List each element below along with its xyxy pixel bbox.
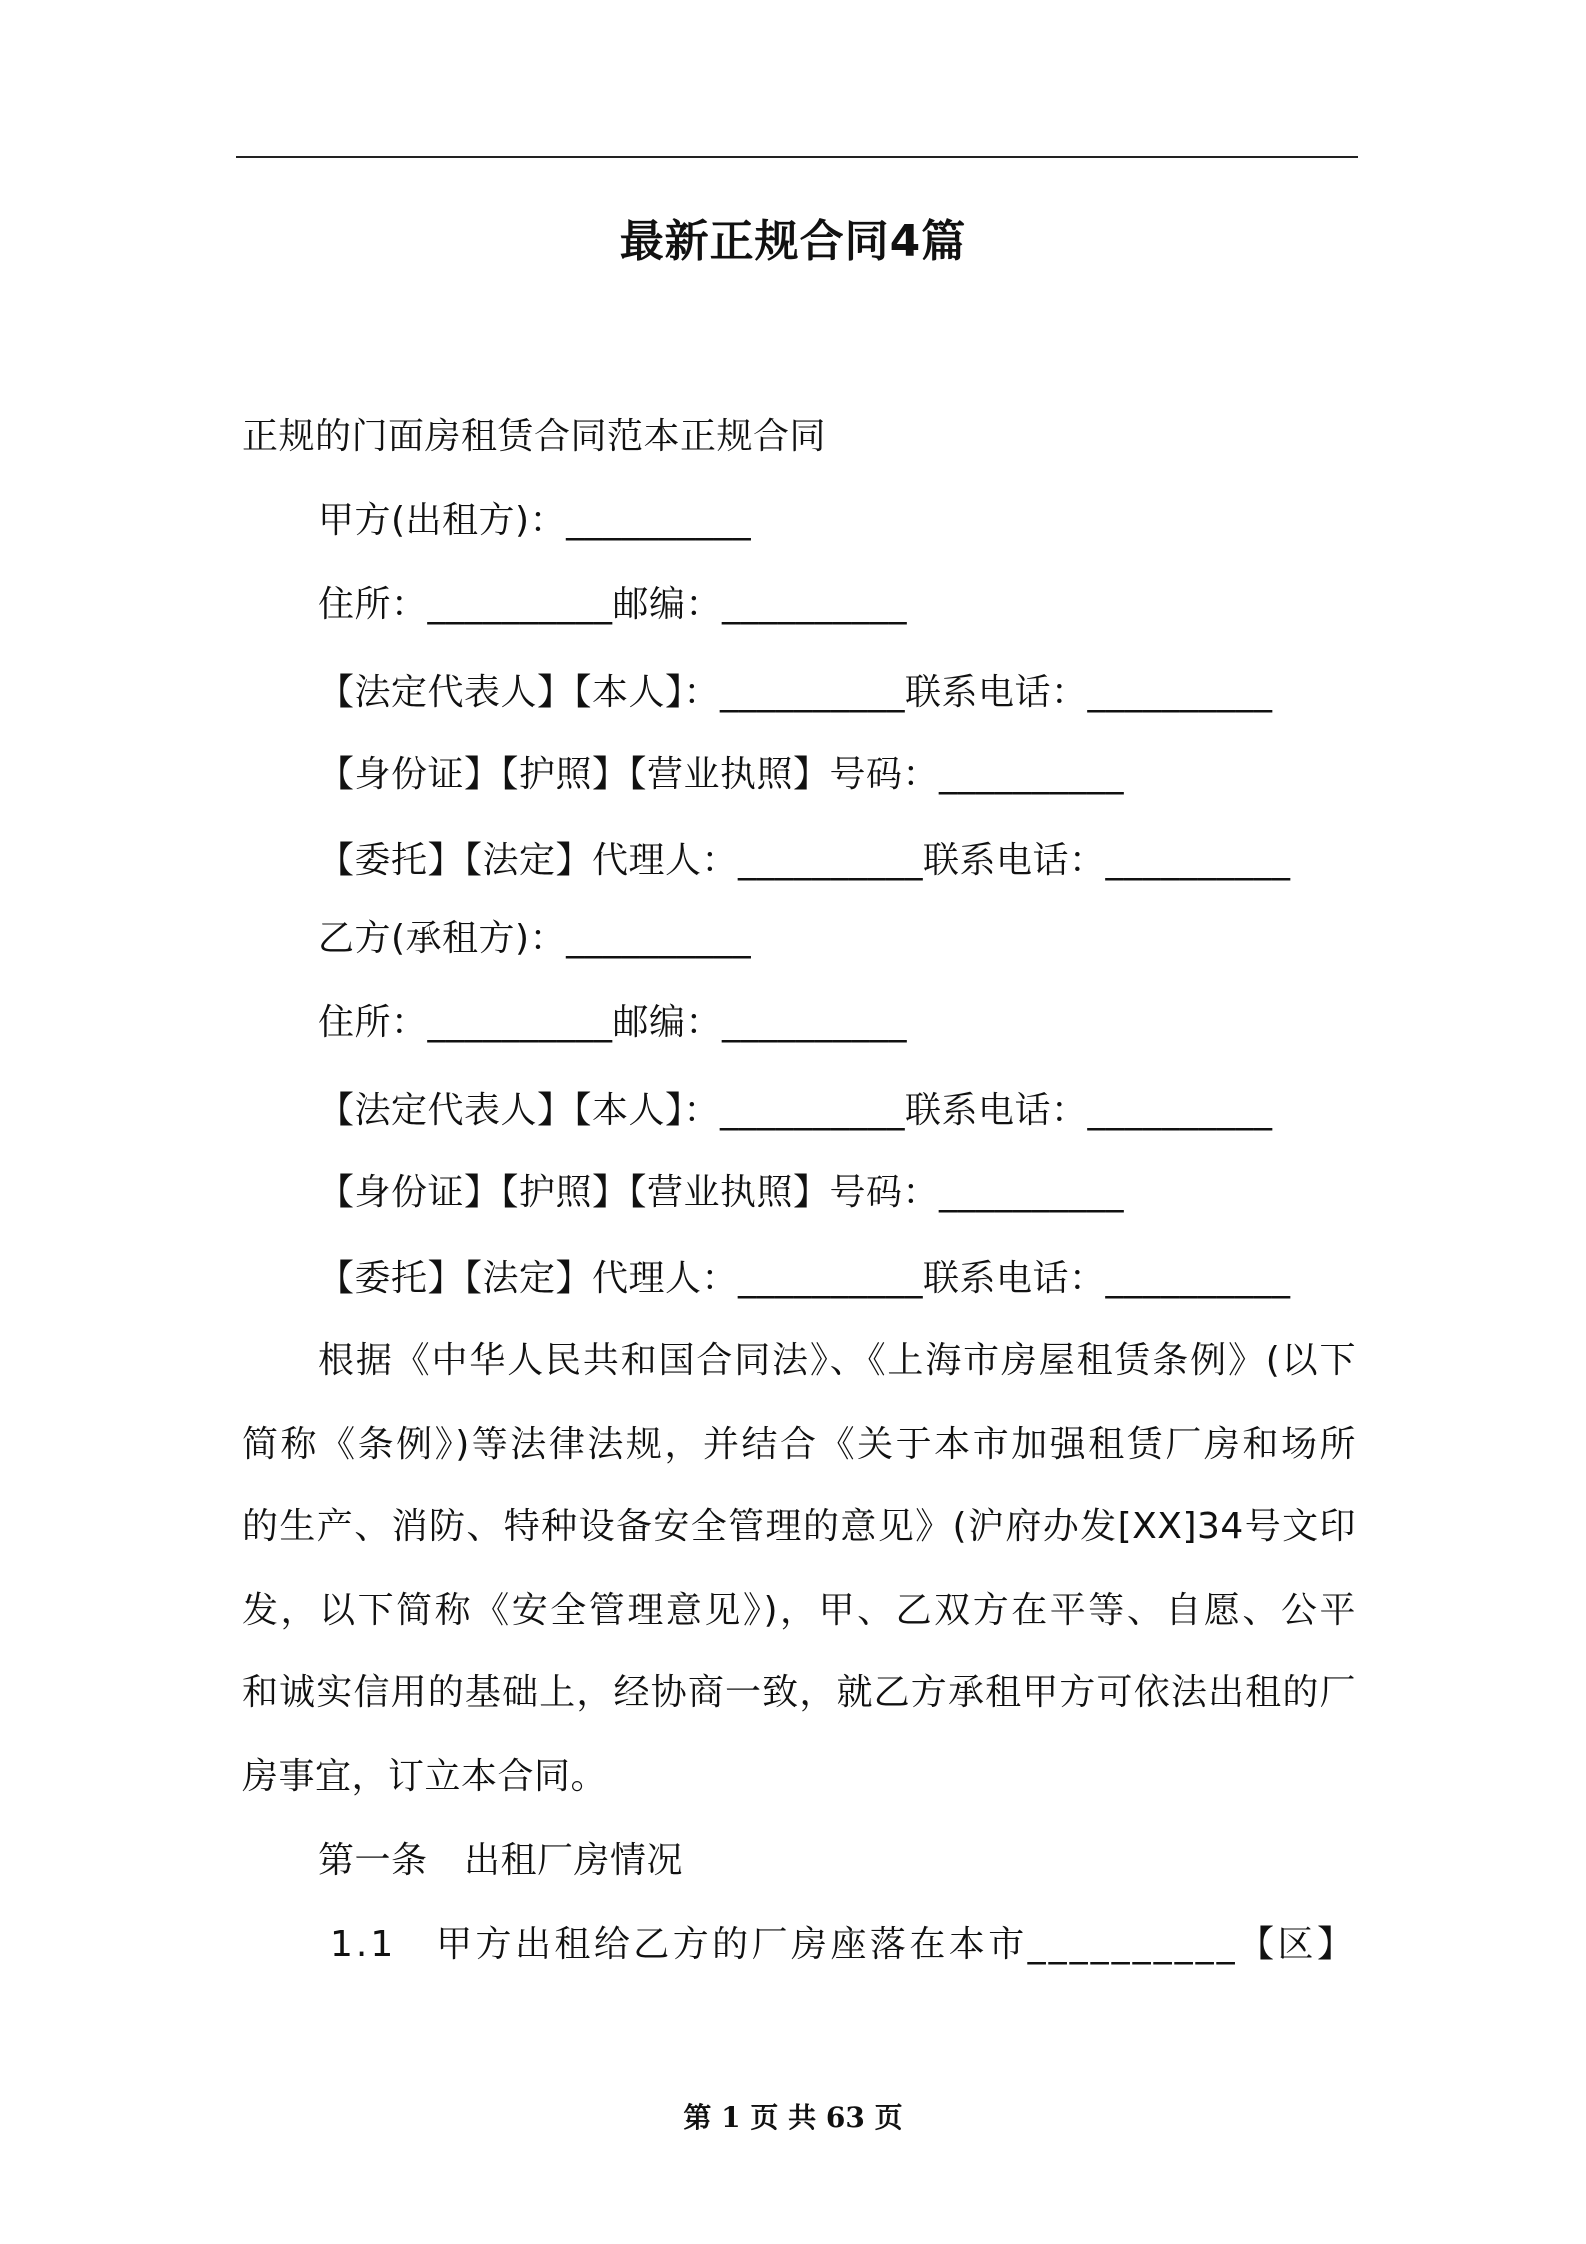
party-b-id-line: 【身份证】【护照】【营业执照】号码：__________ [318, 1172, 1125, 1213]
party-a-address-line: 住所：__________邮编：__________ [318, 584, 908, 625]
contract-subtitle: 正规的门面房租赁合同范本正规合同 [242, 416, 827, 457]
party-a-id-line: 【身份证】【护照】【营业执照】号码：__________ [318, 754, 1125, 795]
paragraph-line-4: 发，以下简称《安全管理意见》)，甲、乙双方在平等、自愿、公平 [242, 1590, 1356, 1631]
paragraph-line-5: 和诚实信用的基础上，经协商一致，就乙方承租甲方可依法出租的厂 [242, 1672, 1356, 1713]
paragraph-line-3: 的生产、消防、特种设备安全管理的意见》(沪府办发[XX]34号文印 [242, 1506, 1356, 1547]
header-rule [236, 156, 1358, 158]
page-footer: 第 1 页 共 63 页 [683, 2101, 903, 2134]
paragraph-line-2: 简称《条例》)等法律法规，并结合《关于本市加强租赁厂房和场所 [242, 1424, 1356, 1465]
paragraph-line-1: 根据《中华人民共和国合同法》、《上海市房屋租赁条例》(以下 [318, 1340, 1356, 1381]
party-a-representative-line: 【法定代表人】【本人】：__________联系电话：__________ [318, 672, 1273, 713]
party-a-agent-line: 【委托】【法定】代理人：__________联系电话：__________ [318, 840, 1291, 881]
party-b-line: 乙方(承租方)：__________ [318, 918, 752, 959]
clause-line: 1.1 甲方出租给乙方的厂房座落在本市__________【区】 [330, 1924, 1356, 1965]
party-b-address-line: 住所：__________邮编：__________ [318, 1002, 908, 1043]
paragraph-line-6: 房事宜，订立本合同。 [242, 1756, 608, 1797]
party-a-line: 甲方(出租方)：__________ [318, 500, 752, 541]
party-b-representative-line: 【法定代表人】【本人】：__________联系电话：__________ [318, 1090, 1273, 1131]
article-heading: 第一条 出租厂房情况 [318, 1840, 684, 1881]
party-b-agent-line: 【委托】【法定】代理人：__________联系电话：__________ [318, 1258, 1291, 1299]
document-title: 最新正规合同4篇 [619, 216, 967, 267]
